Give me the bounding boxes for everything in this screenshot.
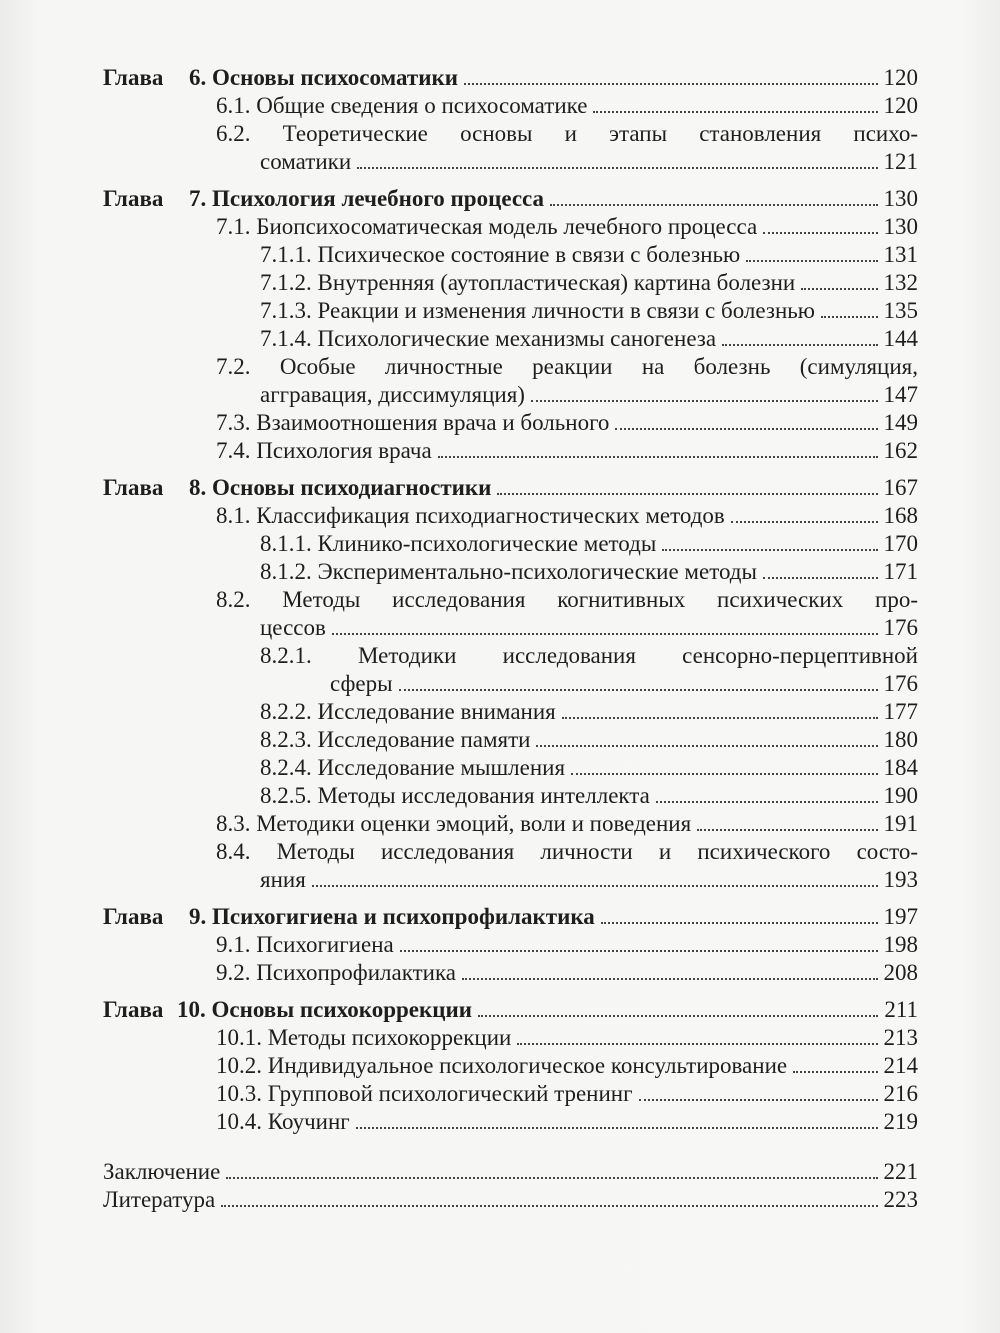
chapter-prefix: Глава <box>103 65 164 90</box>
toc-entry-s9-2[interactable] <box>103 959 918 987</box>
toc-entry-title: 10.2. Индивидуальное психологическое консультирование <box>216 1053 788 1078</box>
toc-entry-s8-2-4[interactable] <box>103 754 918 782</box>
toc-entry-s10-4[interactable] <box>103 1108 918 1136</box>
toc-entry-title: 10.4. Коучинг <box>216 1109 350 1134</box>
page-number: 180 <box>883 727 918 752</box>
page-number: 121 <box>883 149 918 174</box>
dot-leader <box>517 1043 877 1045</box>
chapter-prefix: Глава <box>103 997 164 1022</box>
dot-leader <box>593 111 877 113</box>
toc-entry-title: Заключение <box>103 1159 221 1184</box>
toc-entry-title: 9.1. Психогигиена <box>216 932 394 957</box>
page-number: 135 <box>883 298 918 323</box>
dot-leader <box>497 493 877 495</box>
toc-entry-title: 8.1. Классификация психодиагностических методов <box>216 503 725 528</box>
dot-leader <box>639 1099 878 1101</box>
toc-entry-title-first-line: 8.2. Методы исследования когнитивных психических про- <box>216 587 918 612</box>
dot-leader <box>312 885 878 887</box>
toc-entry-s8-2-1[interactable] <box>103 642 918 698</box>
toc-entry-title: 7. Психология лечебного процесса <box>189 186 545 211</box>
dot-leader <box>697 829 877 831</box>
toc-entry-s8-1-2[interactable] <box>103 558 918 586</box>
dot-leader <box>601 922 878 924</box>
toc-entry-s10-1[interactable] <box>103 1024 918 1052</box>
page-number: 190 <box>883 783 918 808</box>
page-number: 197 <box>883 904 918 929</box>
page-number: 132 <box>883 270 918 295</box>
toc-entry-title: 7.1.3. Реакции и изменения личности в связи с болезнью <box>260 298 815 323</box>
toc-entry-title: аггравация, диссимуляция) <box>260 382 525 407</box>
spacer <box>103 465 918 474</box>
toc-entry-s8-4[interactable] <box>103 838 918 894</box>
toc-entry-s6-2[interactable] <box>103 120 918 176</box>
spacer <box>103 894 918 903</box>
chapter-prefix: Глава <box>103 186 164 211</box>
dot-leader <box>801 288 877 290</box>
toc-entry-ch8[interactable] <box>103 474 918 502</box>
toc-entry-s10-2[interactable] <box>103 1052 918 1080</box>
page-number: 211 <box>884 997 918 1022</box>
dot-leader <box>399 689 878 691</box>
page-number: 130 <box>883 214 918 239</box>
dot-leader <box>763 232 877 234</box>
page-number: 223 <box>883 1187 918 1212</box>
toc-entry-title: 6.1. Общие сведения о психосоматике <box>216 93 588 118</box>
dot-leader <box>662 549 877 551</box>
page-number: 176 <box>883 615 918 640</box>
toc-entry-title: сферы <box>330 671 393 696</box>
dot-leader <box>562 717 878 719</box>
toc-entry-s8-2-5[interactable] <box>103 782 918 810</box>
toc-entry-s7-1-2[interactable] <box>103 269 918 297</box>
toc-entry-title: 7.4. Психология врача <box>216 438 432 463</box>
toc-entry-title: 6. Основы психосоматики <box>189 65 458 90</box>
page-number: 147 <box>883 382 918 407</box>
dot-leader <box>536 745 877 747</box>
spacer <box>103 176 918 185</box>
spacer <box>103 1136 918 1158</box>
page-number: 131 <box>883 242 918 267</box>
toc-entry-s8-1[interactable] <box>103 502 918 530</box>
chapter-prefix: Глава <box>103 475 164 500</box>
toc-entry-ch9[interactable] <box>103 903 918 931</box>
table-of-contents <box>103 64 918 1214</box>
toc-entry-s7-2[interactable] <box>103 353 918 409</box>
toc-entry-title: 8. Основы психодиагностики <box>189 475 492 500</box>
toc-entry-title: 8.2.5. Методы исследования интеллекта <box>260 783 650 808</box>
dot-leader <box>400 950 878 952</box>
page-number: 221 <box>883 1159 918 1184</box>
toc-entry-title: 9. Психогигиена и психопрофилактика <box>189 904 595 929</box>
toc-entry-title: 7.3. Взаимоотношения врача и больного <box>216 410 610 435</box>
toc-entry-title: 10.3. Групповой психологический тренинг <box>216 1081 633 1106</box>
toc-entry-title: 8.2.4. Исследование мышления <box>260 755 566 780</box>
toc-entry-title-first-line: 6.2. Теоретические основы и этапы становления психо- <box>216 121 918 146</box>
dot-leader <box>464 83 878 85</box>
dot-leader <box>615 428 877 430</box>
spacer <box>103 987 918 996</box>
dot-leader <box>722 344 877 346</box>
page-number: 130 <box>883 186 918 211</box>
page-number: 213 <box>883 1025 918 1050</box>
page-number: 177 <box>883 699 918 724</box>
dot-leader <box>478 1015 878 1017</box>
page-number: 170 <box>883 531 918 556</box>
page-number: 168 <box>883 503 918 528</box>
toc-entry-title: 7.1. Биопсихосоматическая модель лечебного процесса <box>216 214 758 239</box>
page-number: 216 <box>883 1081 918 1106</box>
toc-entry-s7-1-3[interactable] <box>103 297 918 325</box>
toc-entry-title: 7.1.1. Психическое состояние в связи с болезнью <box>260 242 741 267</box>
dot-leader <box>763 577 878 579</box>
dot-leader <box>226 1177 877 1179</box>
toc-entry-title: 10. Основы психокоррекции <box>177 997 472 1022</box>
dot-leader <box>356 1127 878 1129</box>
dot-leader <box>656 801 878 803</box>
page-number: 176 <box>883 671 918 696</box>
page-number: 193 <box>883 867 918 892</box>
toc-entry-ch6[interactable] <box>103 64 918 92</box>
toc-entry-title: соматики <box>260 149 352 174</box>
toc-entry-s7-1[interactable] <box>103 213 918 241</box>
toc-entry-s9-1[interactable] <box>103 931 918 959</box>
toc-entry-s8-2-2[interactable] <box>103 698 918 726</box>
toc-entry-s7-3[interactable] <box>103 409 918 437</box>
toc-entry-lit[interactable] <box>103 1186 918 1214</box>
page-number: 214 <box>883 1053 918 1078</box>
page-number: 171 <box>883 559 918 584</box>
dot-leader <box>332 633 878 635</box>
dot-leader <box>746 260 877 262</box>
page-number: 149 <box>883 410 918 435</box>
toc-entry-s7-1-4[interactable] <box>103 325 918 353</box>
toc-entry-title-first-line: 8.4. Методы исследования личности и психического состо- <box>216 839 918 864</box>
dot-leader <box>793 1071 877 1073</box>
toc-entry-ch7[interactable] <box>103 185 918 213</box>
dot-leader <box>357 167 877 169</box>
chapter-prefix: Глава <box>103 904 164 929</box>
toc-entry-title: Литература <box>103 1187 216 1212</box>
dot-leader <box>821 316 878 318</box>
page-number: 184 <box>883 755 918 780</box>
page-number: 120 <box>883 65 918 90</box>
toc-entry-s8-1-1[interactable] <box>103 530 918 558</box>
dot-leader <box>731 521 878 523</box>
dot-leader <box>550 204 877 206</box>
page-number: 219 <box>883 1109 918 1134</box>
toc-entry-title-first-line: 7.2. Особые личностные реакции на болезнь (симуляция, <box>216 354 918 379</box>
toc-entry-s7-1-1[interactable] <box>103 241 918 269</box>
toc-entry-s8-2-3[interactable] <box>103 726 918 754</box>
page-number: 208 <box>883 960 918 985</box>
dot-leader <box>438 456 878 458</box>
page-number: 191 <box>883 811 918 836</box>
page-number: 144 <box>883 326 918 351</box>
toc-entry-title-first-line: 8.2.1. Методики исследования сенсорно-перцептивной <box>260 643 918 668</box>
toc-entry-ch10[interactable] <box>103 996 918 1024</box>
toc-entry-s8-2[interactable] <box>103 586 918 642</box>
toc-entry-title: 7.1.4. Психологические механизмы саногенеза <box>260 326 717 351</box>
toc-entry-s7-4[interactable] <box>103 437 918 465</box>
toc-entry-title: 8.1.1. Клинико-психологические методы <box>260 531 657 556</box>
page-number: 167 <box>883 475 918 500</box>
toc-entry-title: 8.2.2. Исследование внимания <box>260 699 556 724</box>
toc-entry-title: 8.2.3. Исследование памяти <box>260 727 531 752</box>
toc-entry-s10-3[interactable] <box>103 1080 918 1108</box>
toc-entry-title: 7.1.2. Внутренняя (аутопластическая) картина болезни <box>260 270 796 295</box>
toc-entry-title: яния <box>260 867 306 892</box>
toc-entry-s6-1[interactable] <box>103 92 918 120</box>
toc-entry-title: 8.1.2. Экспериментально-психологические методы <box>260 559 757 584</box>
toc-entry-title: цессов <box>260 615 326 640</box>
page-number: 120 <box>883 93 918 118</box>
toc-entry-title: 10.1. Методы психокоррекции <box>216 1025 512 1050</box>
toc-entry-title: 8.3. Методики оценки эмоций, воли и поведения <box>216 811 692 836</box>
toc-entry-s8-3[interactable] <box>103 810 918 838</box>
dot-leader <box>531 400 878 402</box>
page-number: 162 <box>883 438 918 463</box>
dot-leader <box>571 773 877 775</box>
dot-leader <box>462 978 878 980</box>
dot-leader <box>221 1205 877 1207</box>
toc-entry-concl[interactable] <box>103 1158 918 1186</box>
page-number: 198 <box>883 932 918 957</box>
toc-entry-title: 9.2. Психопрофилактика <box>216 960 456 985</box>
